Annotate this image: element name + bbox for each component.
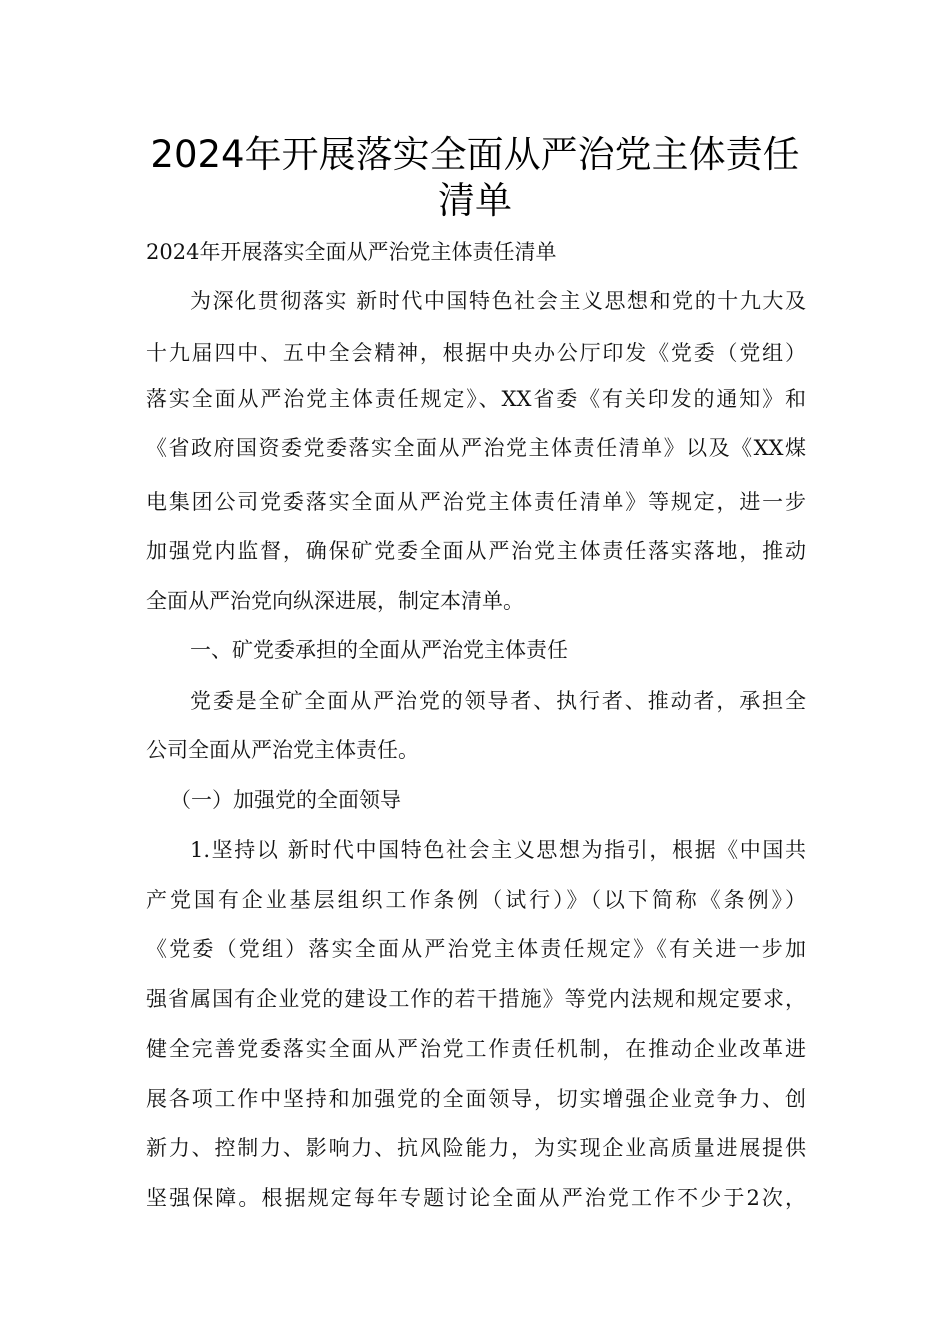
paragraph-line: 新力、控制力、影响力、抗风险能力，为实现企业高质量进展提供 bbox=[146, 1136, 806, 1160]
paragraph-line: 产党国有企业基层组织工作条例（试行）》（以下简称《条例》） bbox=[146, 888, 806, 912]
paragraph-line: 《党委（党组）落实全面从严治党主体责任规定》《有关进一步加 bbox=[146, 937, 806, 961]
paragraph-line: 全面从严治党向纵深进展，制定本清单。 bbox=[146, 589, 524, 613]
paragraph-line: 展各项工作中坚持和加强党的全面领导，切实增强企业竞争力、创 bbox=[146, 1087, 806, 1111]
paragraph-line: 1.坚持以 新时代中国特色社会主义思想为指引，根据《中国共 bbox=[190, 838, 806, 862]
paragraph-line: 落实全面从严治党主体责任规定》、XX省委《有关印发的通知》和 bbox=[146, 387, 806, 411]
paragraph-line: 党委是全矿全面从严治党的领导者、执行者、推动者，承担全 bbox=[190, 689, 806, 713]
subsection-heading: （一）加强党的全面领导 bbox=[170, 788, 401, 812]
paragraph-line: 《省政府国资委党委落实全面从严治党主体责任清单》以及《XX煤 bbox=[146, 436, 806, 460]
paragraph-line: 坚强保障。根据规定每年专题讨论全面从严治党工作不少于2次， bbox=[146, 1186, 806, 1210]
document-title-line-2: 清单 bbox=[438, 179, 512, 222]
paragraph-line: 电集团公司党委落实全面从严治党主体责任清单》等规定，进一步 bbox=[146, 490, 806, 514]
paragraph-line: 公司全面从严治党主体责任。 bbox=[146, 738, 419, 762]
section-heading: 一、矿党委承担的全面从严治党主体责任 bbox=[190, 638, 568, 662]
paragraph-line: 为深化贯彻落实 新时代中国特色社会主义思想和党的十九大及 bbox=[190, 289, 806, 313]
paragraph-line: 加强党内监督，确保矿党委全面从严治党主体责任落实落地，推动 bbox=[146, 539, 806, 563]
paragraph-line: 强省属国有企业党的建设工作的若干措施》等党内法规和规定要求， bbox=[146, 987, 806, 1011]
document-subtitle: 2024年开展落实全面从严治党主体责任清单 bbox=[146, 240, 557, 264]
paragraph-line: 健全完善党委落实全面从严治党工作责任机制，在推动企业改革进 bbox=[146, 1037, 806, 1061]
paragraph-line: 十九届四中、五中全会精神，根据中央办公厅印发《党委（党组） bbox=[146, 341, 806, 365]
document-title-line-1: 2024年开展落实全面从严治党主体责任 bbox=[150, 133, 800, 176]
